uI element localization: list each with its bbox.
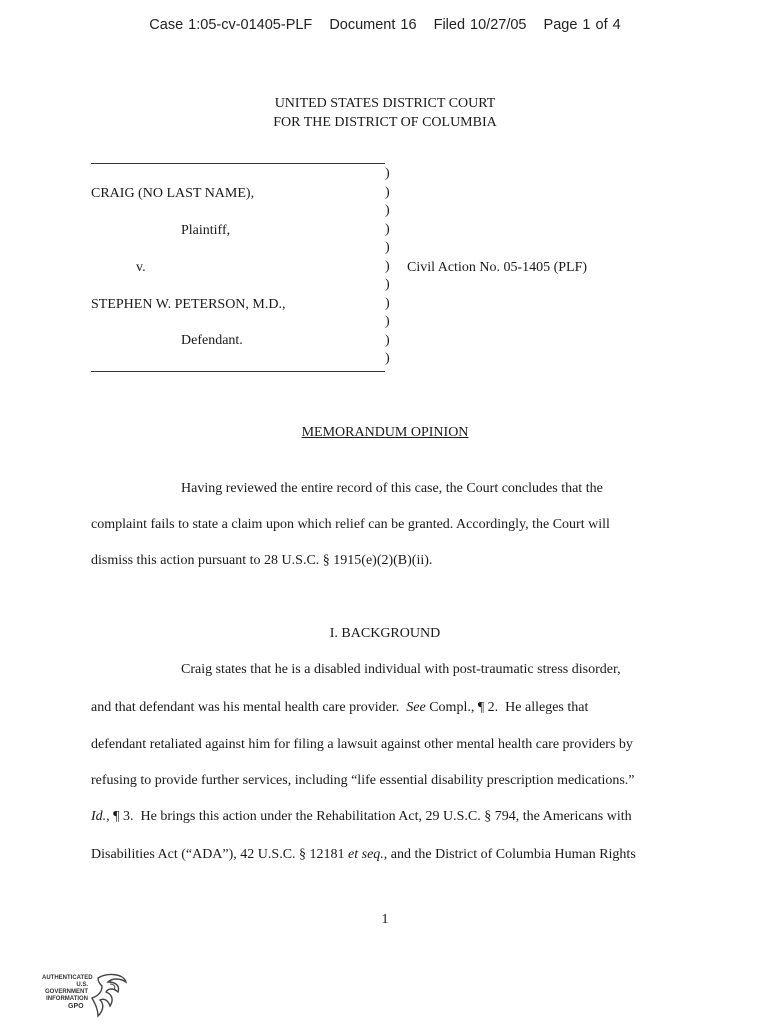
paren: ) [385, 295, 390, 311]
defendant-role: Defendant. [181, 333, 243, 348]
caption-bottom-rule [91, 371, 385, 372]
logo-line: INFORMATION [46, 996, 88, 1002]
page-indicator: Page 1 of 4 [543, 17, 621, 33]
citation-et-seq: et seq. [348, 847, 384, 862]
caption-parentheses [385, 165, 395, 369]
paren: ) [385, 351, 390, 366]
civil-action-number: Civil Action No. 05-1405 (PLF) [407, 260, 588, 275]
background-line-5 [91, 808, 691, 826]
paren: ) [385, 277, 390, 292]
versus: v. [136, 260, 146, 275]
text-run: and that defendant was his mental health care provider. [91, 700, 407, 715]
court-district: FOR THE DISTRICT OF COLUMBIA [273, 115, 497, 130]
background-line-2 [91, 699, 691, 717]
document-title: MEMORANDUM OPINION [301, 425, 469, 440]
background-line-4: refusing to provide further services, including “life essential disability prescription medications.” [91, 773, 635, 788]
page-number: 1 [381, 912, 389, 927]
background-line-6 [91, 846, 691, 864]
case-number: Case 1:05-cv-01405-PLF [149, 17, 313, 33]
gpo-authentication-logo [42, 972, 132, 1018]
plaintiff-role: Plaintiff, [181, 223, 231, 238]
background-line-1: Craig states that he is a disabled individual with post-traumatic stress disorder, [181, 662, 621, 677]
intro-line-3: dismiss this action pursuant to 28 U.S.C. § 1915(e)(2)(B)(ii). [91, 553, 433, 568]
citation-signal: See [406, 700, 426, 715]
paren: ) [385, 184, 390, 200]
background-line-3: defendant retaliated against him for filing a lawsuit against other mental health care providers by [91, 737, 633, 752]
paren: ) [385, 221, 390, 237]
text-run: Disabilities Act (“ADA”), 42 U.S.C. § 12181 [91, 847, 349, 862]
caption-top-rule [91, 163, 385, 164]
logo-line: AUTHENTICATED [42, 975, 93, 981]
paren: ) [385, 203, 390, 218]
eagle-icon [90, 972, 130, 1018]
paren: ) [385, 240, 390, 255]
text-run: , and the District of Columbia Human Rights [383, 847, 636, 862]
paren: ) [385, 332, 390, 348]
paren: ) [385, 166, 390, 181]
court-name: UNITED STATES DISTRICT COURT [274, 96, 496, 111]
intro-line-2: complaint fails to state a claim upon which relief can be granted. Accordingly, the Court will [91, 517, 610, 532]
paren: ) [385, 258, 390, 274]
intro-line-1: Having reviewed the entire record of this case, the Court concludes that the [181, 481, 603, 496]
paren: ) [385, 314, 390, 329]
case-header [0, 17, 770, 33]
defendant-name: STEPHEN W. PETERSON, M.D., [91, 297, 286, 312]
text-run: , ¶ 3. He brings this action under the Rehabilitation Act, 29 U.S.C. § 794, the Americans with [106, 809, 632, 824]
gpo-label: GPO [68, 1003, 84, 1010]
gpo-logo-text [42, 975, 93, 1003]
section-heading: I. BACKGROUND [329, 626, 441, 641]
citation-id: Id. [91, 809, 107, 824]
plaintiff-name: CRAIG (NO LAST NAME), [91, 186, 255, 201]
logo-line: U.S. GOVERNMENT [44, 982, 88, 995]
document-number: Document 16 [329, 17, 417, 33]
filed-date: Filed 10/27/05 [433, 17, 527, 33]
text-run: Compl., ¶ 2. He alleges that [425, 700, 589, 715]
